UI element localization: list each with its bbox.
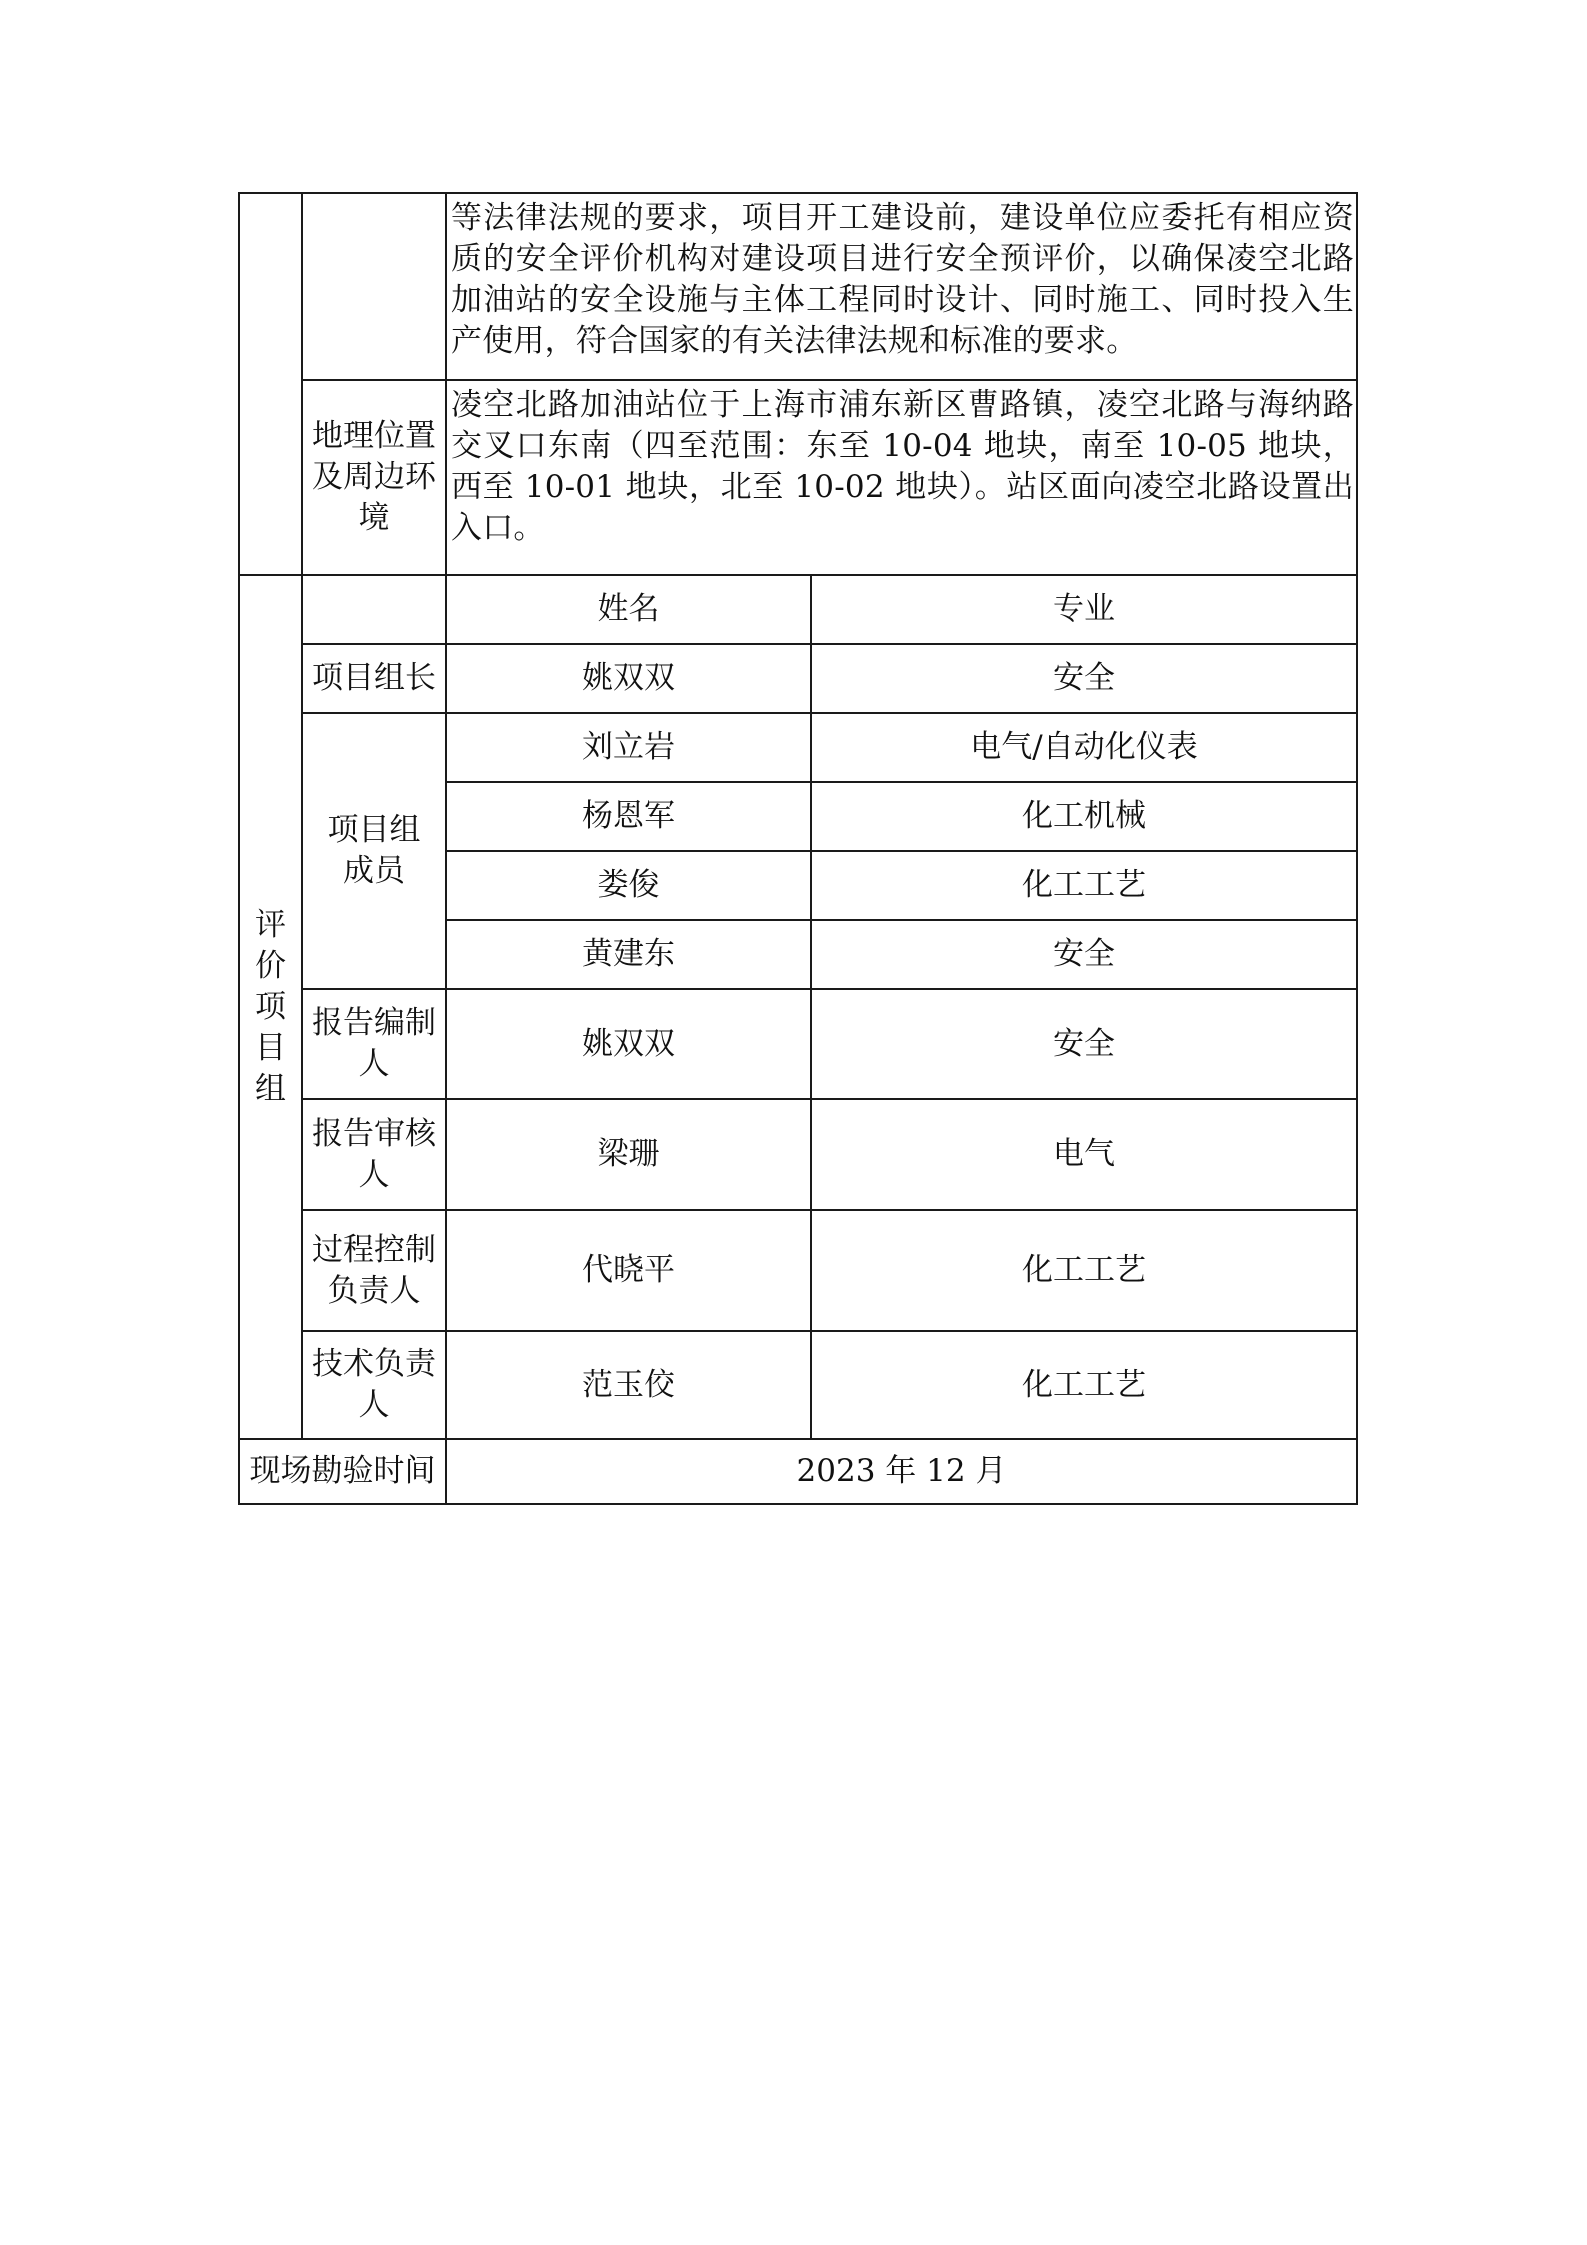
team-header-name: 姓名 [445,574,812,645]
compiler-name: 姚双双 [445,988,812,1100]
leader-name: 姚双双 [445,643,812,714]
reviewer-name: 梁珊 [445,1098,812,1211]
location-label: 地理位置及周边环境 [312,418,436,536]
technical-specialty: 化工工艺 [810,1330,1358,1440]
member-specialty: 化工工艺 [810,850,1358,921]
location-text: 凌空北路加油站位于上海市浦东新区曹路镇，凌空北路与海纳路交叉口东南（四至范围：东至 10-04 地块，南至 10-05 地块，西至 10-01 地块，北至 10-02 地块）。站区面向凌空北路设置出入口。 [451,387,1354,546]
member-specialty: 化工机械 [810,781,1358,852]
continued-text-cell [445,192,1358,381]
team-section-label-cell [238,574,303,1440]
member-name: 黄建东 [445,919,812,990]
team-section-label: 评价项目组 [255,906,286,1107]
compiler-role: 报告编制人 [301,988,447,1100]
reviewer-specialty: 电气 [810,1098,1358,1211]
location-text-cell [445,379,1358,576]
team-header-specialty: 专业 [810,574,1358,645]
technical-role: 技术负责人 [301,1330,447,1440]
process-control-name: 代晓平 [445,1209,812,1332]
location-label-cell [301,379,447,576]
team-header-blank [301,574,447,645]
reviewer-role: 报告审核人 [301,1098,447,1211]
process-control-role: 过程控制负责人 [301,1209,447,1332]
continued-label-blank [301,192,447,381]
members-role: 项目组成员 [301,712,447,990]
member-name: 娄俊 [445,850,812,921]
technical-name: 范玉佼 [445,1330,812,1440]
leader-role: 项目组长 [301,643,447,714]
leader-specialty: 安全 [810,643,1358,714]
member-specialty: 电气/自动化仪表 [810,712,1358,783]
section-left-blank [238,192,303,576]
project-info-table [238,192,1358,1505]
survey-label: 现场勘验时间 [238,1438,447,1505]
process-control-specialty: 化工工艺 [810,1209,1358,1332]
member-name: 刘立岩 [445,712,812,783]
survey-value: 2023 年 12 月 [445,1438,1358,1505]
compiler-specialty: 安全 [810,988,1358,1100]
member-specialty: 安全 [810,919,1358,990]
continued-text: 等法律法规的要求，项目开工建设前，建设单位应委托有相应资质的安全评价机构对建设项目进行安全预评价，以确保凌空北路加油站的安全设施与主体工程同时设计、同时施工、同时投入生产使用，符合国家的有关法律法规和标准的要求。 [451,200,1354,359]
member-name: 杨恩军 [445,781,812,852]
